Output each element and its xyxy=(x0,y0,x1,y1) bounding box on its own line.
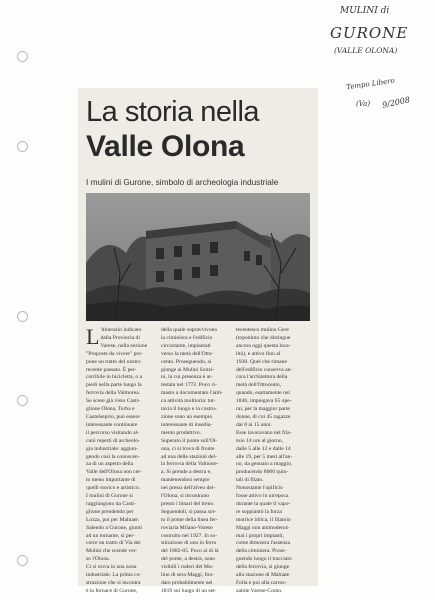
article-subtitle: I mulini di Gurone, simbolo di archeologia industriale xyxy=(86,177,279,187)
handwritten-note-province: (Va) xyxy=(356,100,371,108)
article-column-3: tecentesco mulino Gere (toponimo che distingue ancora oggi questa loca- lità), e attivo fino al 1930. Quel che rimane dell'edificio conserva an- cora l'architettura della metà dell'Ottocento, quando, esattamente nel 1846, impiegava 65 ope- rai, per la maggior parte donne, di cui 45 ragazze dai 8 ai 15 anni. Esse lavoravano nel fila- toio 14 ore al giorno, dalle 5 alle 12 e dalle 14 alle 19, per 5 mesi all'an- no, da gennaio a maggio, producendo 8000 quin- tali di filato. Nonostante l'opificio fosse attivo in un'epoca durante la quale il vapo- re soppiantò la forza motrice idrica, il filatoio Maggi non ammodernò mai i propri impianti, come dimostra l'assenza della ciminiera. Prose- guendo lungo il tracciato della ferrovia, si giunge alla stazione di Malnate Folla e poi alla carroz- zabile Varese-Como. xyxy=(236,327,293,594)
article-column-1 xyxy=(86,324,154,596)
handwritten-note-date: 9/2008 xyxy=(381,95,411,110)
mill-ruins-photo xyxy=(86,193,310,321)
handwritten-note-mulini: MULINI di xyxy=(340,6,390,16)
punch-hole-icon xyxy=(17,141,28,152)
article-drop-cap: L xyxy=(86,324,100,349)
handwritten-note-gurone: GURONE xyxy=(330,24,409,42)
article-column-2: della quale sopravvivono la ciminiera e l'edificio circostante, impiantati verso la metà dell'Otto- cento. Proseguendo, si giunge ai Mulini Sonzi- ni, la cui presenza è at- testata nel 1772. Poco ri- masto a documentare l'anti- ca attività molitoria: tut- tavia il luogo e la costru- zione sono un esempio interessante di insedia- mento produttivo. Superato il ponte sull'Ol- ona, ci si trova di fronte ad una delle stazioni del- la ferrovia della Valmore- a. Si prende a destra e, mantenendosi sempre nei pressi dell'alveo del- l'Olona, si incontrano presto i binari del treno. Seguendoli, si passa sot- to il ponte della linea fer- roviaria Milano-Varese costruito nel 1927. In so- stituzione di uno in ferro del 1882-85. Poco al di là del ponte, a destra, sono visibili i ruderi del Mu- lino di sera Maggi, fon- dato probabilmente nel 1819 sul luogo di un set- xyxy=(161,327,223,594)
handwritten-note-source: Tempo Libero xyxy=(345,76,396,92)
handwritten-note-valle-olona: (VALLE OLONA) xyxy=(334,46,398,55)
punch-hole-icon xyxy=(17,311,28,322)
article-column-1-text: 'itinerario indicato dalla Provincia di Varese, nella sezione "Proposte da vivere" pro- pone un tratto del nostro recente passato. È per- corribile in bicicletta, o a piedi nella parte lungo la ferrovia della Valmorea. Se scese già visto Casti- glione Olona, Torba e Castelseprio, può essere interessante continuare il percorso visitando al- cuni reperti di archeolo- gia industriale: aggiun- gendo così la conoscen- za di un aspetto della Valle dell'Olona non cer- to meno importante di quelli storico e artistico. I mulini di Gurone si raggiungono da Casti- glione prendendo per Lozza, poi per Malnate. Salendo a Gurone, giunti ad un tornante, si per- corre un tratto di Via dei Mulini che scende ver- so l'Olona. Ci si trova in una zona industriale. La prima co- struzione che si incontra è la fornace di Gurone, xyxy=(86,327,148,594)
punch-hole-icon xyxy=(17,395,28,406)
article-title-line2: Valle Olona xyxy=(86,130,245,163)
article-title-line1: La storia nella xyxy=(86,96,260,128)
punch-hole-icon xyxy=(17,555,28,566)
punch-hole-icon xyxy=(17,51,28,62)
